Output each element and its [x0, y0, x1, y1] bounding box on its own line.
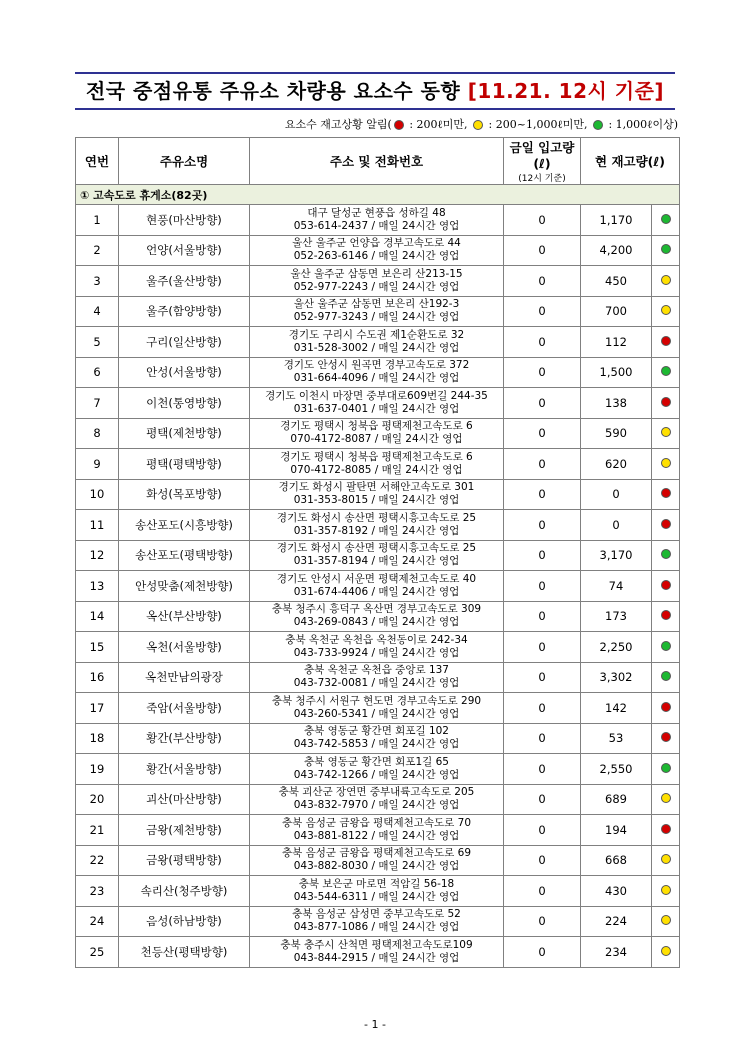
row-stock: 689: [581, 784, 652, 815]
row-stock: 700: [581, 296, 652, 327]
row-stock: 138: [581, 388, 652, 419]
row-address: 충북 음성군 금왕읍 평택제천고속도로 69: [282, 847, 471, 860]
header-incoming-note: (12시 기준): [518, 174, 566, 184]
row-address: 충북 청주시 흥덕구 옥산면 경부고속도로 309: [271, 603, 482, 616]
row-phone: 031-637-0401 / 매일 24시간 영업: [293, 402, 460, 415]
row-station-name: 괴산(마산방향): [119, 784, 250, 815]
row-incoming: 0: [504, 662, 581, 693]
row-stock: 53: [581, 723, 652, 754]
row-station-name: 죽암(서울방향): [119, 693, 250, 724]
row-status-cell: [652, 815, 680, 846]
row-status-cell: [652, 784, 680, 815]
row-no: 8: [76, 418, 119, 449]
table-row: [76, 327, 680, 358]
row-no: 4: [76, 296, 119, 327]
row-station-name: 언양(서울방향): [119, 235, 250, 266]
row-station-name: 속리산(청주방향): [119, 876, 250, 907]
row-status-cell: [652, 235, 680, 266]
status-dot-icon: [661, 671, 671, 681]
row-address-cell: [250, 937, 504, 968]
row-address: 경기도 평택시 청북읍 평택제천고속도로 6: [280, 420, 473, 433]
row-incoming: 0: [504, 235, 581, 266]
row-address-cell: [250, 632, 504, 663]
row-status-cell: [652, 449, 680, 480]
row-no: 24: [76, 906, 119, 937]
title-timestamp: [11.21. 12시 기준]: [467, 79, 665, 103]
row-address-cell: [250, 235, 504, 266]
table-row: [76, 540, 680, 571]
row-no: 16: [76, 662, 119, 693]
header-stock: 현 재고량(ℓ): [581, 138, 680, 185]
page-number: - 1 -: [364, 1018, 386, 1031]
row-phone: 031-674-4406 / 매일 24시간 영업: [293, 585, 460, 598]
table-row: [76, 571, 680, 602]
row-incoming: 0: [504, 540, 581, 571]
row-status-cell: [652, 296, 680, 327]
row-status-cell: [652, 357, 680, 388]
row-phone: 052-977-3243 / 매일 24시간 영업: [293, 311, 460, 324]
row-stock: 620: [581, 449, 652, 480]
row-status-cell: [652, 510, 680, 541]
status-dot-icon: [661, 580, 671, 590]
row-incoming: 0: [504, 754, 581, 785]
row-address: 울산 울주군 삼동면 보은리 산213-15: [290, 267, 463, 280]
row-address-cell: [250, 784, 504, 815]
status-dot-icon: [661, 702, 671, 712]
row-stock: 3,170: [581, 540, 652, 571]
row-station-name: 안성(서울방향): [119, 357, 250, 388]
row-address: 대구 달성군 현풍읍 성하길 48: [307, 206, 446, 219]
row-address-cell: [250, 205, 504, 236]
row-no: 22: [76, 845, 119, 876]
row-incoming: 0: [504, 723, 581, 754]
red-dot-icon: [394, 120, 404, 130]
table-row: [76, 784, 680, 815]
row-phone: 043-877-1086 / 매일 24시간 영업: [293, 921, 460, 934]
row-stock: 74: [581, 571, 652, 602]
row-incoming: 0: [504, 449, 581, 480]
row-address: 경기도 안성시 원곡면 경부고속도로 372: [283, 359, 470, 372]
row-incoming: 0: [504, 479, 581, 510]
legend-yellow-text: : 200~1,000ℓ미만,: [485, 118, 591, 131]
row-address-cell: [250, 327, 504, 358]
row-no: 6: [76, 357, 119, 388]
row-status-cell: [652, 479, 680, 510]
row-status-cell: [652, 723, 680, 754]
row-address-cell: [250, 601, 504, 632]
status-dot-icon: [661, 305, 671, 315]
row-station-name: 금왕(평택방향): [119, 845, 250, 876]
status-dot-icon: [661, 214, 671, 224]
row-no: 7: [76, 388, 119, 419]
green-dot-icon: [593, 120, 603, 130]
table-row: [76, 876, 680, 907]
row-no: 18: [76, 723, 119, 754]
row-incoming: 0: [504, 845, 581, 876]
row-phone: 043-881-8122 / 매일 24시간 영업: [293, 829, 460, 842]
row-phone: 031-664-4096 / 매일 24시간 영업: [293, 372, 460, 385]
table-row: [76, 418, 680, 449]
row-incoming: 0: [504, 418, 581, 449]
table-row: [76, 906, 680, 937]
header-incoming: [504, 138, 581, 185]
status-dot-icon: [661, 854, 671, 864]
table-row: [76, 479, 680, 510]
status-dot-icon: [661, 275, 671, 285]
row-status-cell: [652, 632, 680, 663]
row-address-cell: [250, 540, 504, 571]
row-incoming: 0: [504, 266, 581, 297]
row-address: 충북 충주시 산척면 평택제천고속도로109: [280, 938, 473, 951]
row-address-cell: [250, 388, 504, 419]
row-status-cell: [652, 205, 680, 236]
row-incoming: 0: [504, 601, 581, 632]
status-dot-icon: [661, 885, 671, 895]
page-title: [75, 74, 675, 108]
table-row: [76, 235, 680, 266]
row-address: 경기도 이천시 마장면 중부대로609번길 244-35: [265, 389, 488, 402]
row-stock: 4,200: [581, 235, 652, 266]
row-address: 충북 괴산군 장연면 중부내륙고속도로 205: [278, 786, 475, 799]
table-row: [76, 296, 680, 327]
row-no: 5: [76, 327, 119, 358]
row-stock: 112: [581, 327, 652, 358]
row-status-cell: [652, 266, 680, 297]
status-dot-icon: [661, 915, 671, 925]
header-address: 주소 및 전화번호: [250, 138, 504, 185]
status-dot-icon: [661, 763, 671, 773]
row-stock: 430: [581, 876, 652, 907]
title-rule-bottom: [75, 108, 675, 110]
row-no: 1: [76, 205, 119, 236]
row-address-cell: [250, 754, 504, 785]
legend-prefix: 요소수 재고상황 알림(: [284, 118, 392, 131]
yellow-dot-icon: [473, 120, 483, 130]
row-no: 15: [76, 632, 119, 663]
row-station-name: 현풍(마산방향): [119, 205, 250, 236]
row-address-cell: [250, 510, 504, 541]
row-status-cell: [652, 388, 680, 419]
row-incoming: 0: [504, 693, 581, 724]
row-no: 9: [76, 449, 119, 480]
row-status-cell: [652, 876, 680, 907]
row-address: 충북 옥천군 옥천읍 옥천동이로 242-34: [285, 633, 468, 646]
row-station-name: 평택(평택방향): [119, 449, 250, 480]
row-incoming: 0: [504, 327, 581, 358]
row-address-cell: [250, 266, 504, 297]
row-stock: 0: [581, 510, 652, 541]
row-phone: 052-263-6146 / 매일 24시간 영업: [293, 250, 460, 263]
row-station-name: 울주(울산방향): [119, 266, 250, 297]
row-address: 경기도 화성시 팔탄면 서해안고속도로 301: [278, 481, 475, 494]
row-stock: 668: [581, 845, 652, 876]
status-dot-icon: [661, 366, 671, 376]
row-status-cell: [652, 845, 680, 876]
header-incoming-label: 금일 입고량(ℓ): [509, 140, 575, 171]
status-dot-icon: [661, 244, 671, 254]
row-status-cell: [652, 754, 680, 785]
status-dot-icon: [661, 549, 671, 559]
status-dot-icon: [661, 519, 671, 529]
row-no: 25: [76, 937, 119, 968]
row-phone: 043-544-6311 / 매일 24시간 영업: [293, 890, 460, 903]
row-address: 경기도 평택시 청북읍 평택제천고속도로 6: [280, 450, 473, 463]
row-stock: 2,250: [581, 632, 652, 663]
row-stock: 590: [581, 418, 652, 449]
row-station-name: 금왕(제천방향): [119, 815, 250, 846]
row-address: 충북 음성군 금왕읍 평택제천고속도로 70: [282, 816, 471, 829]
row-incoming: 0: [504, 205, 581, 236]
row-address-cell: [250, 357, 504, 388]
legend-red-text: : 200ℓ미만,: [405, 118, 472, 131]
status-dot-icon: [661, 824, 671, 834]
row-no: 3: [76, 266, 119, 297]
status-dot-icon: [661, 793, 671, 803]
row-address: 경기도 구리시 수도권 제1순환도로 32: [288, 328, 465, 341]
row-station-name: 옥천만남의광장: [119, 662, 250, 693]
row-stock: 1,170: [581, 205, 652, 236]
legend: [285, 116, 678, 132]
row-address: 충북 보은군 마로면 적암길 56-18: [298, 877, 455, 890]
row-phone: 043-882-8030 / 매일 24시간 영업: [293, 860, 460, 873]
row-no: 17: [76, 693, 119, 724]
table-row: [76, 601, 680, 632]
row-incoming: 0: [504, 784, 581, 815]
row-address: 경기도 화성시 송산면 평택시흥고속도로 25: [276, 511, 477, 524]
station-table: [75, 137, 680, 968]
row-station-name: 송산포도(시흥방향): [119, 510, 250, 541]
row-status-cell: [652, 937, 680, 968]
row-address-cell: [250, 571, 504, 602]
row-address: 경기도 화성시 송산면 평택시흥고속도로 25: [276, 542, 477, 555]
row-incoming: 0: [504, 815, 581, 846]
row-no: 10: [76, 479, 119, 510]
status-dot-icon: [661, 946, 671, 956]
row-address-cell: [250, 815, 504, 846]
status-dot-icon: [661, 427, 671, 437]
row-address: 충북 청주시 서원구 현도면 경부고속도로 290: [271, 694, 482, 707]
row-address: 경기도 안성시 서운면 평택제천고속도로 40: [276, 572, 477, 585]
row-address-cell: [250, 723, 504, 754]
row-phone: 043-733-9924 / 매일 24시간 영업: [293, 646, 460, 659]
header-no: 연번: [76, 138, 119, 185]
row-status-cell: [652, 540, 680, 571]
row-station-name: 옥산(부산방향): [119, 601, 250, 632]
row-address-cell: [250, 845, 504, 876]
row-no: 19: [76, 754, 119, 785]
row-address-cell: [250, 662, 504, 693]
title-main: 전국 중점유통 주유소 차량용 요소수 동향: [85, 79, 461, 103]
row-address-cell: [250, 449, 504, 480]
row-phone: 043-844-2915 / 매일 24시간 영업: [293, 951, 460, 964]
row-address: 충북 영동군 황간면 회포1길 65: [304, 755, 449, 768]
row-phone: 043-742-5853 / 매일 24시간 영업: [293, 738, 460, 751]
table-row: [76, 205, 680, 236]
row-stock: 0: [581, 479, 652, 510]
row-status-cell: [652, 662, 680, 693]
table-row: [76, 632, 680, 663]
row-station-name: 구리(일산방향): [119, 327, 250, 358]
table-row: [76, 693, 680, 724]
table-row: [76, 845, 680, 876]
status-dot-icon: [661, 488, 671, 498]
row-address: 충북 옥천군 옥천읍 중앙로 137: [304, 664, 449, 677]
table-row: [76, 723, 680, 754]
row-status-cell: [652, 906, 680, 937]
row-no: 12: [76, 540, 119, 571]
status-dot-icon: [661, 336, 671, 346]
row-status-cell: [652, 693, 680, 724]
legend-green-text: : 1,000ℓ이상): [604, 118, 678, 131]
row-station-name: 황간(서울방향): [119, 754, 250, 785]
row-phone: 052-977-2243 / 매일 24시간 영업: [293, 280, 460, 293]
row-incoming: 0: [504, 388, 581, 419]
table-row: [76, 662, 680, 693]
row-stock: 224: [581, 906, 652, 937]
row-no: 14: [76, 601, 119, 632]
row-stock: 3,302: [581, 662, 652, 693]
row-station-name: 평택(제천방향): [119, 418, 250, 449]
status-dot-icon: [661, 397, 671, 407]
row-incoming: 0: [504, 876, 581, 907]
row-address: 울산 울주군 언양읍 경부고속도로 44: [292, 237, 461, 250]
row-no: 21: [76, 815, 119, 846]
row-phone: 043-732-0081 / 매일 24시간 영업: [293, 677, 460, 690]
row-address-cell: [250, 479, 504, 510]
row-station-name: 송산포도(평택방향): [119, 540, 250, 571]
row-phone: 031-528-3002 / 매일 24시간 영업: [293, 341, 460, 354]
row-address: 울산 울주군 삼동면 보은리 산192-3: [293, 298, 460, 311]
table-row: [76, 815, 680, 846]
table-row: [76, 449, 680, 480]
row-phone: 043-269-0843 / 매일 24시간 영업: [293, 616, 460, 629]
table-row: [76, 388, 680, 419]
status-dot-icon: [661, 610, 671, 620]
section-label: ① 고속도로 휴게소(82곳): [76, 185, 680, 205]
row-station-name: 울주(함양방향): [119, 296, 250, 327]
row-phone: 053-614-2437 / 매일 24시간 영업: [293, 219, 460, 232]
row-address-cell: [250, 876, 504, 907]
row-incoming: 0: [504, 296, 581, 327]
table-row: [76, 754, 680, 785]
table-row: [76, 937, 680, 968]
row-status-cell: [652, 601, 680, 632]
table-row: [76, 510, 680, 541]
row-phone: 070-4172-8087 / 매일 24시간 영업: [290, 433, 463, 446]
row-phone: 070-4172-8085 / 매일 24시간 영업: [290, 463, 463, 476]
row-status-cell: [652, 327, 680, 358]
row-stock: 194: [581, 815, 652, 846]
row-no: 20: [76, 784, 119, 815]
row-station-name: 안성맞춤(제천방향): [119, 571, 250, 602]
row-address-cell: [250, 418, 504, 449]
row-address-cell: [250, 296, 504, 327]
row-stock: 173: [581, 601, 652, 632]
row-station-name: 황간(부산방향): [119, 723, 250, 754]
row-stock: 142: [581, 693, 652, 724]
row-phone: 043-742-1266 / 매일 24시간 영업: [293, 768, 460, 781]
row-no: 11: [76, 510, 119, 541]
row-phone: 043-260-5341 / 매일 24시간 영업: [293, 707, 460, 720]
row-stock: 234: [581, 937, 652, 968]
row-incoming: 0: [504, 906, 581, 937]
row-no: 2: [76, 235, 119, 266]
row-address-cell: [250, 906, 504, 937]
table-header-row: [76, 138, 680, 185]
section-row: [76, 185, 680, 205]
row-stock: 450: [581, 266, 652, 297]
row-incoming: 0: [504, 357, 581, 388]
row-incoming: 0: [504, 632, 581, 663]
row-phone: 043-832-7970 / 매일 24시간 영업: [293, 799, 460, 812]
row-status-cell: [652, 571, 680, 602]
row-station-name: 음성(하남방향): [119, 906, 250, 937]
row-phone: 031-357-8194 / 매일 24시간 영업: [293, 555, 460, 568]
row-incoming: 0: [504, 510, 581, 541]
row-station-name: 천등산(평택방향): [119, 937, 250, 968]
row-address: 충북 영동군 황간면 회포길 102: [304, 725, 449, 738]
row-status-cell: [652, 418, 680, 449]
row-station-name: 옥천(서울방향): [119, 632, 250, 663]
row-phone: 031-353-8015 / 매일 24시간 영업: [293, 494, 460, 507]
row-address-cell: [250, 693, 504, 724]
row-station-name: 이천(통영방향): [119, 388, 250, 419]
title-block: [75, 72, 675, 110]
row-incoming: 0: [504, 571, 581, 602]
row-stock: 2,550: [581, 754, 652, 785]
header-name: 주유소명: [119, 138, 250, 185]
row-incoming: 0: [504, 937, 581, 968]
row-address: 충북 음성군 삼성면 중부고속도로 52: [292, 908, 461, 921]
row-stock: 1,500: [581, 357, 652, 388]
status-dot-icon: [661, 458, 671, 468]
table-row: [76, 357, 680, 388]
table-row: [76, 266, 680, 297]
status-dot-icon: [661, 641, 671, 651]
row-no: 13: [76, 571, 119, 602]
row-phone: 031-357-8192 / 매일 24시간 영업: [293, 524, 460, 537]
row-station-name: 화성(목포방향): [119, 479, 250, 510]
status-dot-icon: [661, 732, 671, 742]
row-no: 23: [76, 876, 119, 907]
